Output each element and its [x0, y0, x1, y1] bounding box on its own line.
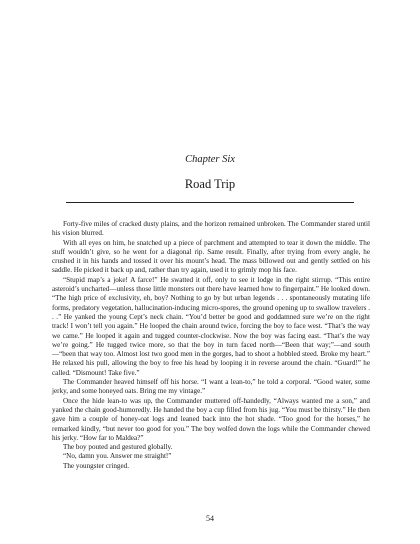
paragraph: The boy pouted and gestured globally.: [63, 443, 173, 452]
paragraph: The Commander heaved himself off his horse. “I want a lean-to,” he told a corporal. “Good water, some jerky, and some honeyed oats. Bring me my vintage.”: [52, 378, 370, 396]
paragraph: With all eyes on him, he snatched up a piece of parchment and attempted to tear it down the middle. The stuff wouldn’t give, so he went for a diagonal rip. Same result. Finally, after trying from every angle, he crushed it in his hands and tossed it over his mount’s head. The mass billowed out and gently settled on his saddle. He picked it back up and, rather than try again, used it to grimly mop his face.: [52, 238, 370, 275]
paragraph: Once the hide lean-to was up, the Commander muttered off-handedly, “Always wanted me a son,” and yanked the chain good-humoredly. He handed the boy a cup filled from his jug. “You must be thirsty.” He then gave him a couple of honey-oat logs and leaned back into the hot shade. “Too good for the horses,” he remarked kindly, “but never too good for you.” The boy wolfed down the logs while the Commander chewed his jerky. “How far to Maldea?”: [52, 396, 370, 442]
paragraph: Forty-five miles of cracked dusty plains, and the horizon remained unbroken. The Commander stared until his vision blurred.: [52, 220, 370, 238]
page-number: 54: [206, 514, 214, 523]
paragraph: The youngster cringed.: [63, 461, 130, 470]
paragraph: “No, damn you. Answer me straight!”: [63, 452, 172, 461]
chapter-body: [52, 220, 370, 471]
chapter-title: Road Trip: [184, 177, 236, 191]
chapter-label: Chapter Six: [185, 154, 235, 165]
title-rule: [66, 202, 354, 203]
paragraph: “Stupid map’s a joke! A farce!” He swatted it off, only to see it lodge in the right stirrup. “This entire asteroid’s uncharted—unless those little monsters out there have learned how to fingerpaint.” He looked down. “The high price of exclusivity, eh, boy? Nothing to go by but urban legends . . . spontaneously mutating life forms, predatory vegetation, hallucination-inducing micro-spores, the ground opening up to swallow travelers . . .” He yanked the young Cept’s neck chain. “You’d better be good and goddamned sure we’re on the right track! I won’t tell you again.” He looped the chain around twice, forcing the boy to face west. “That’s the way we came.” He looped it again and tugged counter-clockwise. Now the boy was facing east. “That’s the way we’re going.” He tugged twice more, so that the boy in turn faced north—“Been that way;”—and south—“been that way too. Almost lost two good men in the gorges, had to shoot a hobbled steed. Broke my heart.” He relaxed his pull, allowing the boy to free his head by looping it in reverse around the chain. “Guard!” he called. “Dismount! Take five.”: [52, 275, 370, 377]
